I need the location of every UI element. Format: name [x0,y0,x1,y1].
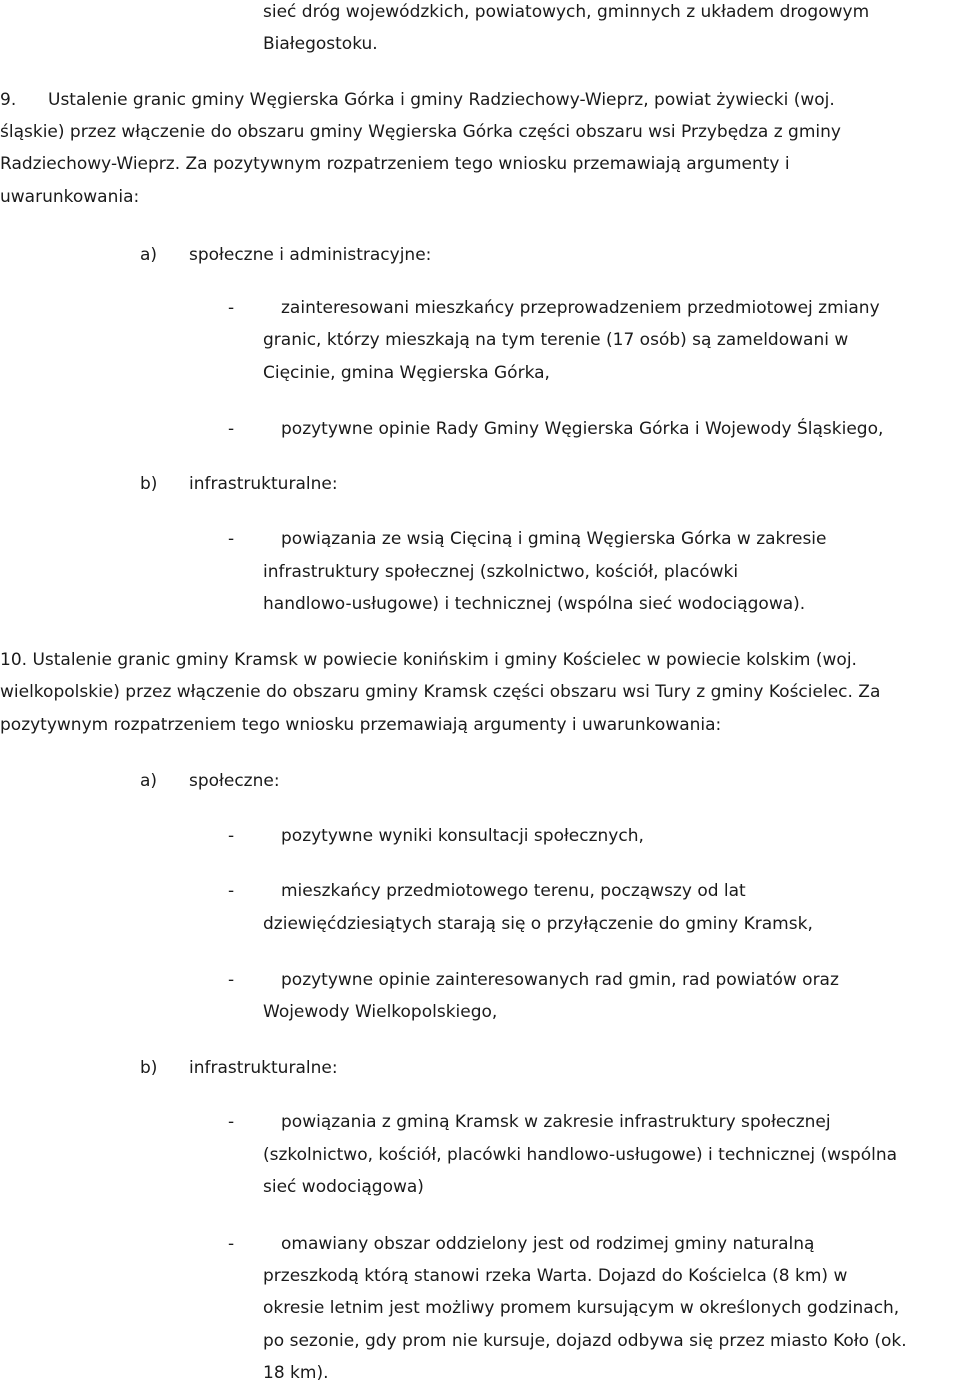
section-9-a-item-2-line-1: pozytywne opinie Rady Gminy Węgierska Górka i Wojewody Śląskiego, [281,419,884,439]
section-10-a-item-2-line-2: dziewięćdziesiątych starają się o przyłączenie do gminy Kramsk, [263,914,813,934]
section-10-a-item-2-dash: - [228,881,235,901]
section-10-b-item-1-line-1: powiązania z gminą Kramsk w zakresie infrastruktury społecznej [281,1112,831,1132]
section-9-b-item-1-line-1: powiązania ze wsią Cięciną i gminą Węgierska Górka w zakresie [281,529,827,549]
section-9-a-item-1-dash: - [228,298,235,318]
section-9-a-item-2-dash: - [228,419,235,439]
section-10-b-item-1-line-3: sieć wodociągowa) [263,1177,424,1197]
section-9-line-4: uwarunkowania: [0,187,140,207]
section-10-a-marker: a) [140,771,158,791]
section-10-line-1: 10. Ustalenie granic gminy Kramsk w powiecie konińskim i gminy Kościelec w powiecie kolskim (woj. [0,650,857,670]
continuation-line-1: sieć dróg wojewódzkich, powiatowych, gminnych z układem drogowym [263,2,870,22]
section-10-b-item-2-line-3: okresie letnim jest możliwy promem kursującym w określonych godzinach, [263,1298,900,1318]
continuation-line-2: Białegostoku. [263,34,378,54]
section-9-b-item-1-dash: - [228,529,235,549]
section-10-b-item-2-line-1: omawiany obszar oddzielony jest od rodzimej gminy naturalną [281,1234,815,1254]
section-9-line-1: Ustalenie granic gminy Węgierska Górka i gminy Radziechowy-Wieprz, powiat żywiecki (woj. [48,90,835,110]
section-10-a-item-3-line-1: pozytywne opinie zainteresowanych rad gmin, rad powiatów oraz [281,970,839,990]
section-9-number: 9. [0,90,17,110]
section-10-b-item-2-dash: - [228,1234,235,1254]
section-10-a-item-1-dash: - [228,826,235,846]
section-9-b-label: infrastrukturalne: [189,474,338,494]
section-9-b-item-1-line-3: handlowo-usługowe) i technicznej (wspólna sieć wodociągowa). [263,594,806,614]
section-10-b-marker: b) [140,1058,158,1078]
section-10-a-label: społeczne: [189,771,280,791]
section-10-b-item-1-dash: - [228,1112,235,1132]
section-10-a-item-1-line-1: pozytywne wyniki konsultacji społecznych, [281,826,644,846]
section-10-b-label: infrastrukturalne: [189,1058,338,1078]
section-10-b-item-2-line-5: 18 km). [263,1363,329,1383]
section-9-a-item-1-line-2: granic, którzy mieszkają na tym terenie (17 osób) są zameldowani w [263,330,849,350]
section-10-b-item-1-line-2: (szkolnictwo, kościół, placówki handlowo-usługowe) i technicznej (wspólna [263,1145,898,1165]
section-10-a-item-3-line-2: Wojewody Wielkopolskiego, [263,1002,498,1022]
section-10-a-item-2-line-1: mieszkańcy przedmiotowego terenu, począwszy od lat [281,881,746,901]
section-10-line-3: pozytywnym rozpatrzeniem tego wniosku przemawiają argumenty i uwarunkowania: [0,715,722,735]
section-9-a-label: społeczne i administracyjne: [189,245,432,265]
section-9-b-item-1-line-2: infrastruktury społecznej (szkolnictwo, kościół, placówki [263,562,739,582]
section-10-line-2: wielkopolskie) przez włączenie do obszaru gminy Kramsk części obszaru wsi Tury z gminy Kościelec. Za [0,682,881,702]
section-9-line-3: Radziechowy-Wieprz. Za pozytywnym rozpatrzeniem tego wniosku przemawiają argumenty i [0,154,790,174]
section-9-a-item-1-line-3: Cięcinie, gmina Węgierska Górka, [263,363,550,383]
section-9-line-2: śląskie) przez włączenie do obszaru gminy Węgierska Górka części obszaru wsi Przybędza z gminy [0,122,841,142]
section-9-b-marker: b) [140,474,158,494]
section-10-b-item-2-line-2: przeszkodą którą stanowi rzeka Warta. Dojazd do Kościelca (8 km) w [263,1266,848,1286]
section-10-a-item-3-dash: - [228,970,235,990]
section-9-a-marker: a) [140,245,158,265]
section-10-b-item-2-line-4: po sezonie, gdy prom nie kursuje, dojazd odbywa się przez miasto Koło (ok. [263,1331,907,1351]
section-9-a-item-1-line-1: zainteresowani mieszkańcy przeprowadzeniem przedmiotowej zmiany [281,298,880,318]
